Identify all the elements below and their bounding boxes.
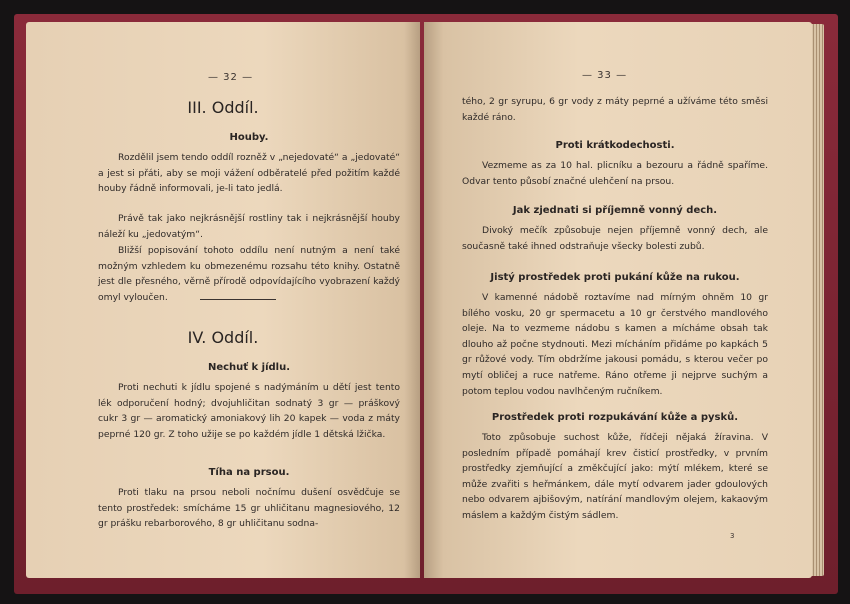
paragraph-kratkodechost: Vezmeme as za 10 hal. plicníku a bezouru a řádně spaříme. Odvar tento působí značné ulehčení na prsou. <box>462 160 768 187</box>
paragraph-tiha: Proti tlaku na prsou neboli nočnímu dušení osvědčuje se tento prostředek: smícháme 15 gr uhličitanu magnesiového, 12 gr prášku rebarborového, 8 gr uhličitanu sodna- <box>98 487 400 530</box>
paragraph-continuation: tého, 2 gr syrupu, 6 gr vody z máty peprné a užíváme této směsi každé ráno. <box>462 96 768 123</box>
paragraph-rozpukavani: Toto způsobuje suchost kůže, řídčeji nějaká žíravina. V posledním případě pomáhají krev čisticí prostředky, v prvním prostředky zjemňující a změkčující jako: mýtí mlékem, které se může zvařiti s heřmánkem, dále mytí odvarem jader gdoulových nebo odvarem ajbišovým, natírání mandlovým olejem, kakaovým máslem a každým čistým sádlem. <box>462 432 768 521</box>
page-number-right: — 33 — <box>582 70 628 81</box>
paragraph-houby-3: Bližší popisování tohoto oddílu není nutným a není také možným vzhledem ku obmezenému rozsahu této knihy. Ostatně jest dle přesného, věrně přírodě odpovídajícího vyobrazení každý omyl vyloučen. <box>98 245 400 303</box>
paragraph-nechut: Proti nechuti k jídlu spojené s nadýmáním u dětí jest tento lék odporučení hodný; dvojuhličitan sodnatý 3 gr — práškový cukr 3 gr — aromatický amoniakový lih 20 kapek — voda z máty peprné 120 gr. Z toho užije se po každém jídle 1 dětská lžička. <box>98 382 400 440</box>
signature-mark: 3 <box>730 532 735 540</box>
paragraph-pukani-kuze: V kamenné nádobě roztavíme nad mírným ohněm 10 gr bílého vosku, 20 gr spermacetu a 10 gr čerstvého mandlového oleje. Na to vezmeme nádobu s kamen a mícháme obsah tak dlouho až počne stydnouti. Mezi mícháním přidáme po kapkách 5 gr růžové vody. Tím obdržíme jakousi pomádu, s kterou večer po mytí obličej a ruce natřeme. Ráno otřeme ji nejprve suchým a potom teplou vodou navlhčeným ručníkem. <box>462 292 768 397</box>
heading-kratkodechost: Proti krátkodechosti. <box>555 140 675 151</box>
page-number-left: — 32 — <box>208 72 254 83</box>
paragraph-vonny-dech: Divoký mečík způsobuje nejen příjemně vonný dech, ale současně také ihned odstraňuje všecky bolesti zubů. <box>462 225 768 252</box>
heading-rozpukavani: Prostředek proti rozpukávání kůže a pysků. <box>491 412 739 423</box>
section-divider <box>200 299 276 300</box>
heading-vonny-dech: Jak zjednati si příjemně vonný dech. <box>512 205 718 216</box>
paragraph-houby-2: Právě tak jako nejkrásnější rostliny tak i nejkrásnější houby náleží ku „jedovatým“. <box>98 213 400 240</box>
section-title-4: IV. Oddíl. <box>187 328 259 347</box>
right-page <box>424 22 812 578</box>
section-title-3: III. Oddíl. <box>187 98 259 117</box>
paragraph-houby-1: Rozdělil jsem tendo oddíl rozněž v „nejedovaté“ a „jedovaté“ a jest si přáti, aby se moji vážení odběratelé před požitím každé houby řádně informovali, je-li tato jedlá. <box>98 152 400 195</box>
heading-houby: Houby. <box>229 132 269 143</box>
left-page <box>26 22 420 578</box>
heading-pukani-kuze: Jistý prostředek proti pukání kůže na rukou. <box>490 272 740 283</box>
heading-tiha: Tíha na prsou. <box>208 467 290 478</box>
heading-nechut: Nechuť k jídlu. <box>207 362 291 373</box>
